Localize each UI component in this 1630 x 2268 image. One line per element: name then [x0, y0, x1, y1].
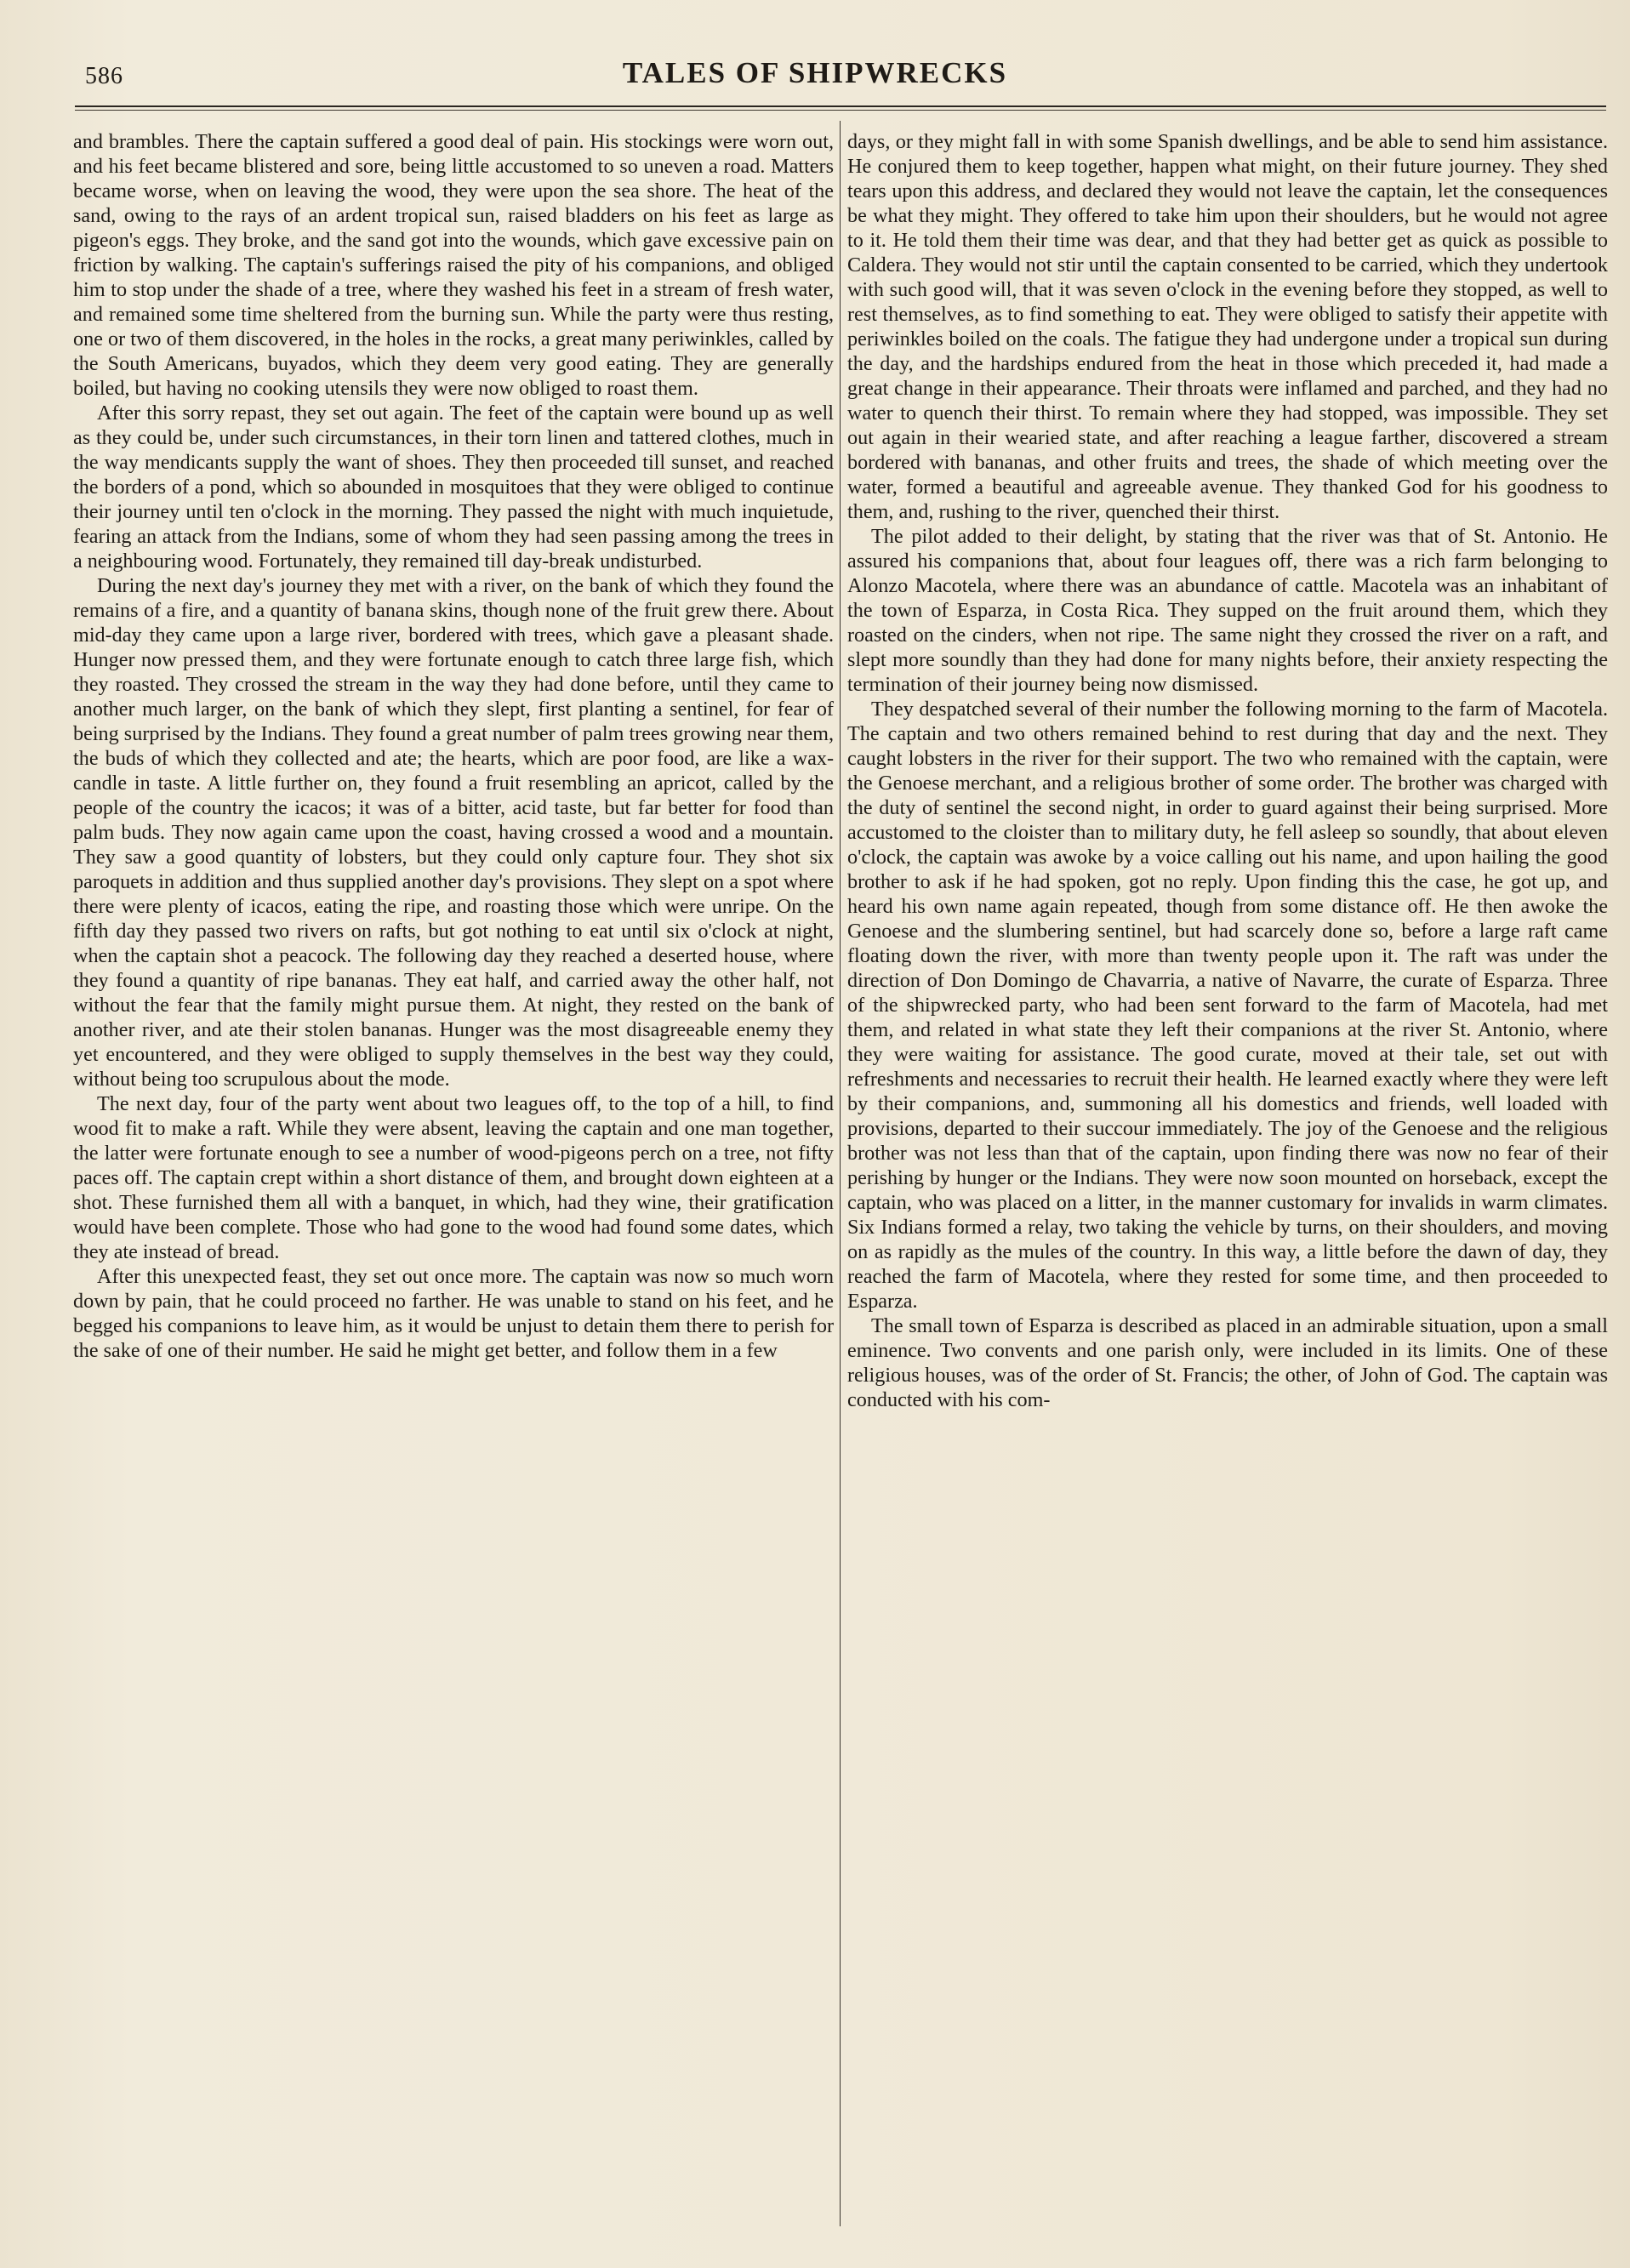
- paragraph: The pilot added to their delight, by stating that the river was that of St. Antonio. He assured his companions that, about four leagues off, there was a rich farm belonging to Alonzo Macotela, where there was an abundance of cattle. Macotela was an inhabitant of the town of Esparza, in Costa Rica. They supped on the fruit around them, which they roasted on the cinders, when not ripe. The same night they crossed the river on a raft, and slept more soundly than they had done for many nights before, their anxiety respecting the termination of their journey being now dismissed.: [847, 525, 1608, 696]
- paragraph: After this sorry repast, they set out again. The feet of the captain were bound up as well as they could be, under such circumstances, in their torn linen and tattered clothes, much in the way mendicants supply the want of shoes. They then proceeded till sunset, and reached the borders of a pond, which so abounded in mosquitoes that they were obliged to continue their journey until ten o'clock in the morning. They passed the night with much inquietude, fearing an attack from the Indians, some of whom they had seen passing among the trees in a neighbouring wood. Fortunately, they remained till day-break undisturbed.: [73, 402, 834, 573]
- paragraph: days, or they might fall in with some Spanish dwellings, and be able to send him assistance. He conjured them to keep together, happen what might, on their future journey. They shed tears upon this address, and declared they would not leave the captain, let the consequences be what they might. They offered to take him upon their shoulders, but he would not agree to it. He told them their time was dear, and that they had better get as quick as possible to Caldera. They would not stir until the captain consented to be carried, which they undertook with such good will, that it was seven o'clock in the evening before they stopped, as well to rest themselves, as to find something to eat. They were obliged to satisfy their appetite with periwinkles boiled on the coals. The fatigue they had undergone under a tropical sun during the day, and the hardships endured from the heat in those which preceded it, had made a great change in their appearance. Their throats were inflamed and parched, and they had no water to quench their thirst. To remain where they had stopped, was impossible. They set out again in their wearied state, and after reaching a league farther, discovered a stream bordered with bananas, and other fruits and trees, the shade of which meeting over the water, formed a beautiful and agreeable avenue. They thanked God for his goodness to them, and, rushing to the river, quenched their thirst.: [847, 130, 1608, 523]
- paragraph: The next day, four of the party went about two leagues off, to the top of a hill, to find wood fit to make a raft. While they were absent, leaving the captain and one man together, the latter were fortunate enough to see a number of wood-pigeons perch on a tree, not fifty paces off. The captain crept within a short distance of them, and brought down eighteen at a shot. These furnished them all with a banquet, in which, had they wine, their gratification would have been complete. Those who had gone to the wood had found some dates, which they ate instead of bread.: [73, 1092, 834, 1263]
- left-column: [73, 129, 834, 1363]
- right-column: [847, 129, 1608, 1412]
- column-divider: [840, 121, 841, 2226]
- header-rule: [75, 105, 1606, 107]
- paragraph: After this unexpected feast, they set out once more. The captain was now so much worn down by pain, that he could proceed no farther. He was unable to stand on his feet, and he begged his companions to leave him, as it would be unjust to detain them there to perish for the sake of one of their number. He said he might get better, and follow them in a few: [73, 1265, 834, 1362]
- paragraph: They despatched several of their number the following morning to the farm of Macotela. The captain and two others remained behind to rest during that day and the next. They caught lobsters in the river for their support. The two who remained with the captain, were the Genoese merchant, and a religious brother of some order. The brother was charged with the duty of sentinel the second night, in order to guard against their being surprised. More accustomed to the cloister than to military duty, he fell asleep so soundly, that about eleven o'clock, the captain was awoke by a voice calling out his name, and upon hailing the good brother to ask if he had spoken, got no reply. Upon finding this the case, he got up, and heard his own name again repeated, though from some distance off. He then awoke the Genoese and the slumbering sentinel, but had scarcely done so, before a large raft came floating down the river, with more than twenty people upon it. The raft was under the direction of Don Domingo de Chavarria, a native of Navarre, the curate of Esparza. Three of the shipwrecked party, who had been sent forward to the farm of Macotela, had met them, and related in what state they left their companions at the river St. Antonio, where they were waiting for assistance. The good curate, moved at their tale, set out with refreshments and necessaries to recruit their health. He learned exactly where they were left by their companions, and, summoning all his domestics and friends, well loaded with provisions, departed to their succour immediately. The joy of the Genoese and the religious brother was not less than that of the captain, upon finding there was now no fear of their perishing by hunger or the Indians. They were now soon mounted on horseback, except the captain, who was placed on a litter, in the manner customary for invalids in warm climates. Six Indians formed a relay, two taking the vehicle by turns, on their shoulders, and moving on as rapidly as the mules of the country. In this way, a little before the dawn of day, they reached the farm of Macotela, where they rested for some time, and then proceeded to Esparza.: [847, 698, 1608, 1313]
- running-head-title: TALES OF SHIPWRECKS: [622, 56, 1008, 89]
- paragraph: and brambles. There the captain suffered a good deal of pain. His stockings were worn out, and his feet became blistered and sore, being little accustomed to so uneven a road. Matters became worse, when on leaving the wood, they were upon the sea shore. The heat of the sand, owing to the rays of an ardent tropical sun, raised bladders on his feet as large as pigeon's eggs. They broke, and the sand got into the wounds, which gave excessive pain on friction by walking. The captain's sufferings raised the pity of his companions, and obliged him to stop under the shade of a tree, where they washed his feet in a stream of fresh water, and remained some time sheltered from the burning sun. While the party were thus resting, one or two of them discovered, in the holes in the rocks, a great many periwinkles, called by the South Americans, buyados, which they deem very good eating. They are generally boiled, but having no cooking utensils they were now obliged to roast them.: [73, 130, 834, 400]
- paragraph: During the next day's journey they met with a river, on the bank of which they found the remains of a fire, and a quantity of banana skins, though none of the fruit grew there. About mid-day they came upon a large river, bordered with trees, which gave a pleasant shade. Hunger now pressed them, and they were fortunate enough to catch three large fish, which they roasted. They crossed the stream in the way they had done before, until they came to another much larger, on the bank of which they slept, first planting a sentinel, for fear of being surprised by the Indians. They found a great number of palm trees growing near them, the buds of which they collected and ate; the hearts, which are poor food, are like a wax-candle in taste. A little further on, they found a fruit resembling an apricot, called by the people of the country the icacos; it was of a bitter, acid taste, but far better for food than palm buds. They now again came upon the coast, having crossed a wood and a mountain. They saw a good quantity of lobsters, but they could only capture four. They shot six paroquets in addition and thus supplied another day's provisions. They slept on a spot where there were plenty of icacos, eating the ripe, and roasting those which were unripe. On the fifth day they passed two rivers on rafts, but got nothing to eat until six o'clock at night, when the captain shot a peacock. The following day they reached a deserted house, where they found a quantity of ripe bananas. They eat half, and carried away the other half, not without the fear that the family might pursue them. At night, they rested on the bank of another river, and ate their stolen bananas. Hunger was the most disagreeable enemy they yet encountered, and they were obliged to supply themselves in the best way they could, without being too scrupulous about the mode.: [73, 574, 834, 1091]
- paragraph: The small town of Esparza is described as placed in an admirable situation, upon a small eminence. Two convents and one parish only, were included in its limits. One of these religious houses, was of the order of St. Francis; the other, of John of God. The captain was conducted with his com-: [847, 1314, 1608, 1411]
- page-number: 586: [85, 63, 123, 89]
